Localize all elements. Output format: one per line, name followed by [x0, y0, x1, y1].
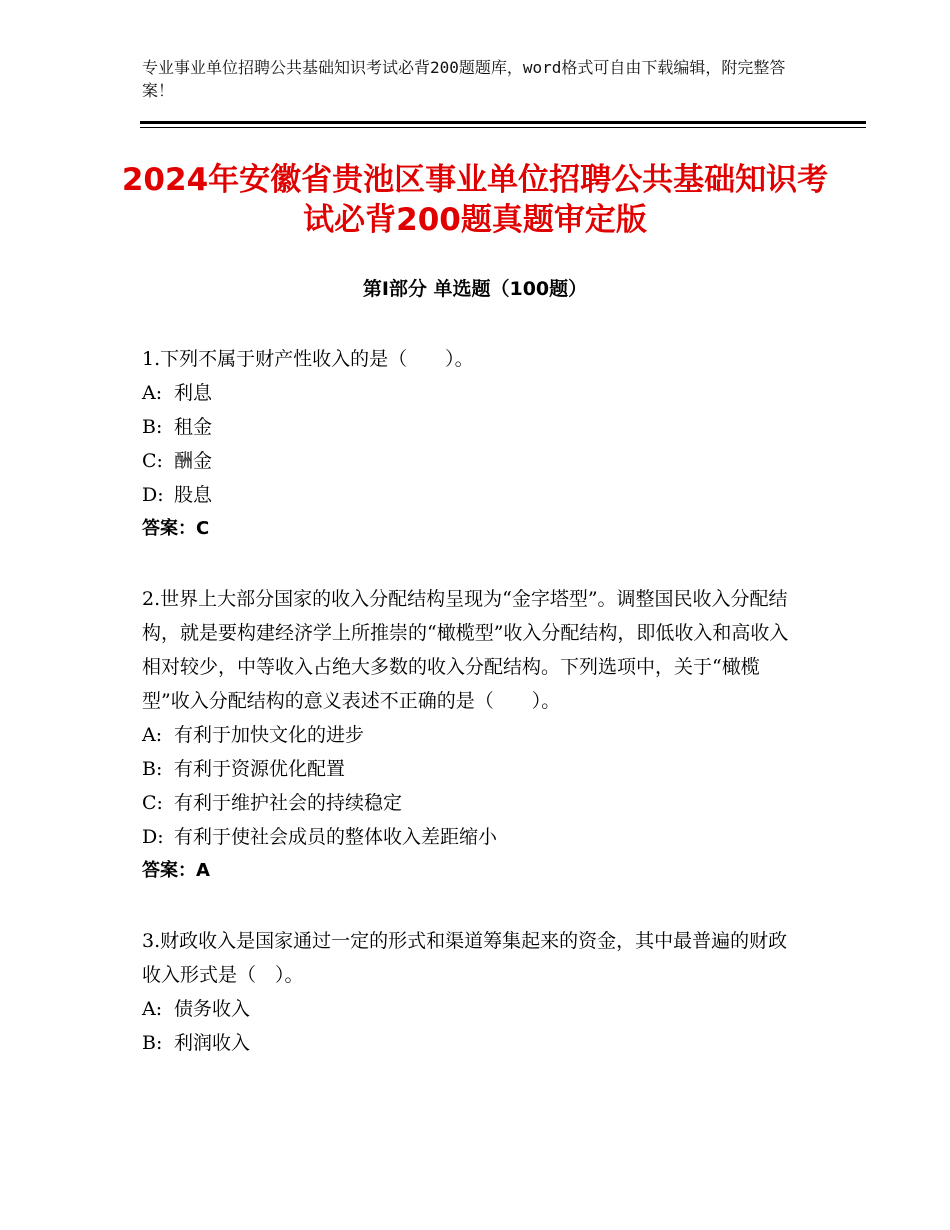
question-3: [142, 924, 802, 1060]
question-stem: 2.世界上大部分国家的收入分配结构呈现为“金字塔型”。调整国民收入分配结构，就是要构建经济学上所推崇的“橄榄型”收入分配结构，即低收入和高收入相对较少，中等收入占绝大多数的收入分配结构。下列选项中，关于“橄榄型”收入分配结构的意义表述不正确的是（ ）。: [142, 588, 789, 712]
option-text: 股息: [174, 484, 213, 506]
option-letter: B:: [142, 758, 163, 780]
option-text: 债务收入: [174, 998, 251, 1020]
option-text: 利润收入: [174, 1032, 251, 1054]
option-letter: C:: [142, 450, 163, 472]
option-d: [142, 478, 802, 512]
header-divider-thick: [140, 121, 866, 124]
document-title: 2024年安徽省贵池区事业单位招聘公共基础知识考试必背200题真题审定版: [121, 162, 829, 238]
question-stem: 1.下列不属于财产性收入的是（ ）。: [142, 348, 474, 370]
option-text: 租金: [174, 416, 213, 438]
option-b: [142, 410, 802, 444]
header-note: 专业事业单位招聘公共基础知识考试必背200题题库，word格式可自由下载编辑，附完整答案！: [142, 58, 786, 100]
option-text: 酬金: [174, 450, 213, 472]
answer: 答案：A: [142, 860, 210, 881]
option-letter: B:: [142, 1032, 163, 1054]
option-text: 有利于使社会成员的整体收入差距缩小: [174, 826, 498, 848]
question-list: [142, 342, 802, 1096]
option-a: [142, 376, 802, 410]
option-a: [142, 992, 802, 1026]
option-text: 有利于资源优化配置: [174, 758, 346, 780]
answer: 答案：C: [142, 518, 210, 539]
option-c: [142, 786, 802, 820]
question-1: [142, 342, 802, 546]
option-b: [142, 752, 802, 786]
option-letter: B:: [142, 416, 163, 438]
option-letter: D:: [142, 826, 164, 848]
option-text: 利息: [174, 382, 213, 404]
option-letter: A:: [142, 724, 163, 746]
option-text: 有利于维护社会的持续稳定: [174, 792, 403, 814]
question-2: [142, 582, 802, 888]
option-letter: A:: [142, 382, 163, 404]
option-d: [142, 820, 802, 854]
option-letter: A:: [142, 998, 163, 1020]
option-text: 有利于加快文化的进步: [174, 724, 365, 746]
option-letter: C:: [142, 792, 163, 814]
header-divider-thin: [140, 127, 866, 128]
question-stem: 3.财政收入是国家通过一定的形式和渠道筹集起来的资金，其中最普遍的财政收入形式是（ ）。: [142, 930, 788, 986]
option-c: [142, 444, 802, 478]
option-letter: D:: [142, 484, 164, 506]
option-b: [142, 1026, 802, 1060]
option-a: [142, 718, 802, 752]
section-title: 第Ⅰ部分 单选题（100题）: [362, 278, 588, 300]
